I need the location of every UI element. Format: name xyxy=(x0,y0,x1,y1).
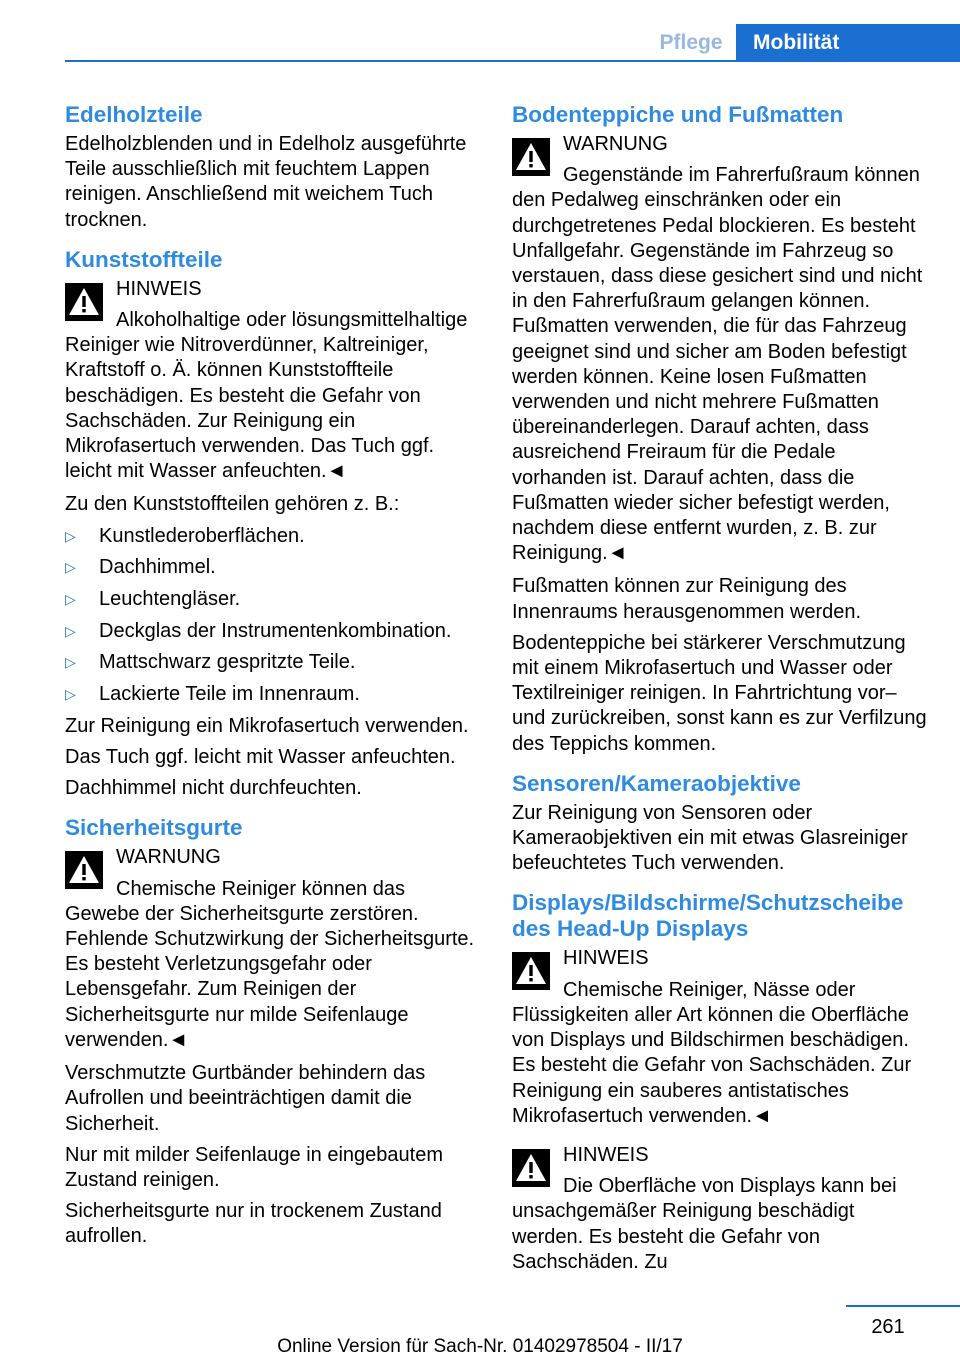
notice-body: Chemische Reiniger, Nässe oder Flüssigkeiten aller Art können die Oberfläche von Displays und Bildschirmen beschädigen. Es besteht die Gefahr von Sachschäden. Zur Reinigung ein sauberes antistatisches Mikrofasertuch verwenden.◄ xyxy=(512,978,912,1127)
notice-displays-1 xyxy=(512,946,927,1128)
text-after-2: Das Tuch ggf. leicht mit Wasser anfeuchten. xyxy=(65,746,456,769)
warning-icon xyxy=(65,851,103,889)
bullet-triangle-icon: ▷ xyxy=(65,591,76,608)
text-boden-1: Fußmatten können zur Reinigung des Innenraums herausgenommen werden. xyxy=(512,575,862,623)
warning-icon xyxy=(512,952,550,990)
notice-title: HINWEIS xyxy=(563,1143,649,1166)
page-number: 261 xyxy=(871,1316,905,1338)
heading-edelholzteile: Edelholzteile xyxy=(65,102,203,127)
list-item: ▷ Kunstlederoberflächen. xyxy=(65,524,483,549)
notice-body: Chemische Reiniger können das Gewebe der Sicherheitsgurte zerstören. Fehlende Schutzwirkung der Sicherheitsgurte. Es besteht Verletzungsgefahr oder Lebensgefahr. Zum Reinigen der Sicherheitsgurte nur milde Seifenlauge verwenden.◄ xyxy=(65,877,475,1051)
heading-displays: Displays/Bildschirme/Schutzscheibe des Head-Up Displays xyxy=(512,890,904,942)
notice-body: Alkoholhaltige oder lösungsmittelhaltige Reiniger wie Nitroverdünner, Kaltreiniger, Kraftstoff o. Ä. können Kunststoffteile beschädigen. Es besteht die Gefahr von Sachschäden. Zur Reinigung ein Mikrofasertuch verwenden. Das Tuch ggf. leicht mit Wasser anfeuchten.◄ xyxy=(65,309,468,483)
notice-title: HINWEIS xyxy=(116,277,202,300)
notice-title: WARNUNG xyxy=(563,133,668,155)
right-column xyxy=(512,102,927,1289)
warning-icon xyxy=(512,1149,550,1187)
notice-sicherheitsgurte xyxy=(65,845,483,1053)
warning-icon xyxy=(512,138,550,176)
bullet-triangle-icon: ▷ xyxy=(65,559,76,576)
text-gurt-3: Sicherheitsgurte nur in trockenem Zustand aufrollen. xyxy=(65,1200,442,1248)
bullet-triangle-icon: ▷ xyxy=(65,654,76,671)
notice-body: Die Oberfläche von Displays kann bei unsachgemäßer Reinigung beschädigt werden. Es besteht die Gefahr von Sachschäden. Zu xyxy=(512,1175,897,1273)
section-displays xyxy=(512,890,927,1274)
list-item: ▷ Mattschwarz gespritzte Teile. xyxy=(65,650,483,675)
section-sensoren xyxy=(512,771,927,877)
section-kunststoffteile xyxy=(65,247,483,802)
plastic-parts-list xyxy=(65,524,483,708)
notice-body: Gegenstände im Fahrerfußraum können den Pedalweg einschränken oder ein durchgetretenes Pedal blockieren. Es besteht Unfallgefahr. Gegenstände im Fahrzeug so verstauen, dass diese gesichert sind und nicht in den Fahrerfußraum gelangen können. Fußmatten verwenden, die für das Fahrzeug geeignet sind und sicher am Boden befestigt werden können. Keine losen Fußmatten verwenden und nicht mehrere Fußmatten übereinanderlegen. Darauf achten, dass ausreichend Freiraum für die Pedale vorhanden ist. Darauf achten, dass die Fußmatten wieder sicher befestigt werden, nachdem diese entfernt wurden, z. B. zur Reinigung.◄ xyxy=(512,164,923,565)
text-gurt-1: Verschmutzte Gurtbänder behindern das Aufrollen und beeinträchtigen damit die Sicherheit. xyxy=(65,1062,426,1135)
heading-sicherheitsgurte: Sicherheitsgurte xyxy=(65,815,243,841)
bullet-triangle-icon: ▷ xyxy=(65,686,76,703)
text-after-1: Zur Reinigung ein Mikrofasertuch verwenden. xyxy=(65,714,469,737)
bullet-triangle-icon: ▷ xyxy=(65,622,76,639)
notice-title: HINWEIS xyxy=(563,947,649,970)
section-bodenteppiche xyxy=(512,102,927,757)
bullet-triangle-icon: ▷ xyxy=(65,527,76,544)
footer-rule xyxy=(846,1305,960,1307)
heading-sensoren: Sensoren/Kameraobjektive xyxy=(512,770,801,796)
list-item: ▷ Dachhimmel. xyxy=(65,555,483,580)
heading-kunststoffteile: Kunststoffteile xyxy=(65,246,223,272)
tab-pflege[interactable]: Pflege xyxy=(659,31,723,54)
text-boden-2: Bodenteppiche bei stärkerer Verschmutzung mit einem Mikrofasertuch und Wasser oder Textilreiniger reinigen. In Fahrtrichtung vor– und zurückreiben, sonst kann es zur Verfilzung des Teppichs kommen. xyxy=(512,631,927,755)
warning-icon xyxy=(65,283,103,321)
list-item: ▷ Leuchtengläser. xyxy=(65,587,483,612)
text-after-3: Dachhimmel nicht durchfeuchten. xyxy=(65,777,362,800)
section-edelholzteile xyxy=(65,102,483,233)
notice-kunststoffteile xyxy=(65,277,483,485)
list-item: ▷ Deckglas der Instrumentenkombination. xyxy=(65,619,483,644)
left-column xyxy=(65,102,483,1264)
notice-bodenteppiche xyxy=(512,132,927,566)
list-item: ▷ Lackierte Teile im Innenraum. xyxy=(65,682,483,707)
text-intro: Zu den Kunststoffteilen gehören z. B.: xyxy=(65,493,400,516)
notice-displays-2 xyxy=(512,1143,927,1275)
heading-bodenteppiche: Bodenteppiche und Fußmatten xyxy=(512,102,844,127)
text-sensoren: Zur Reinigung von Sensoren oder Kameraobjektiven ein mit etwas Glasreiniger befeuchtetes Tuch verwenden. xyxy=(512,801,908,875)
section-sicherheitsgurte xyxy=(65,815,483,1249)
footer-version-text: Online Version für Sach-Nr. 01402978504 - II/17 xyxy=(277,1336,683,1357)
text-edelholzteile: Edelholzblenden und in Edelholz ausgeführte Teile ausschließlich mit feuchtem Lappen reinigen. Anschließend mit weichem Tuch trocknen. xyxy=(65,133,467,231)
notice-title: WARNUNG xyxy=(116,846,221,869)
tab-mobilitaet[interactable]: Mobilität xyxy=(736,24,960,62)
text-gurt-2: Nur mit milder Seifenlauge in eingebautem Zustand reinigen. xyxy=(65,1143,443,1191)
